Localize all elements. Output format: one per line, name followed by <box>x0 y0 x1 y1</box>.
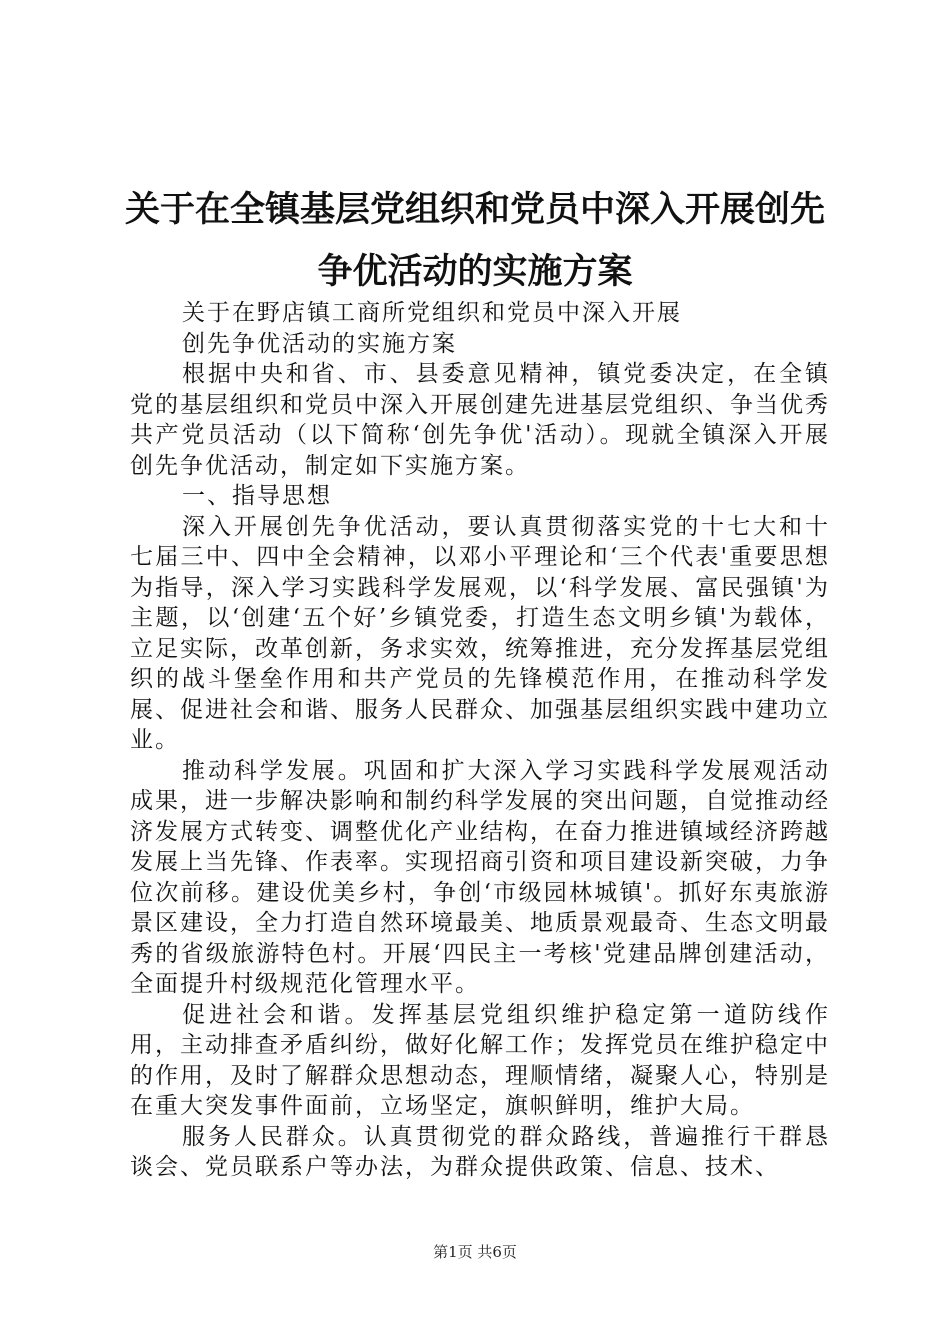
social-harmony-paragraph: 促进社会和谐。发挥基层党组织维护稳定第一道防线作用，主动排查矛盾纠纷，做好化解工作；发挥党员在维护稳定中的作用，及时了解群众思想动态，理顺情绪，凝聚人心，特别是在重大突发事件面前，立场坚定，旗帜鲜明，维护大局。 <box>130 1001 830 1119</box>
page-footer: 第1页 共6页 <box>433 1243 517 1261</box>
scientific-development-paragraph: 推动科学发展。巩固和扩大深入学习实践科学发展观活动成果，进一步解决影响和制约科学发展的突出问题，自觉推动经济发展方式转变、调整优化产业结构，在奋力推进镇域经济跨越发展上当先锋、作表率。实现招商引资和项目建设新突破，力争位次前移。建设优美乡村，争创‘市级园林城镇'。抓好东夷旅游景区建设，全力打造自然环境最美、地质景观最奇、生态文明最秀的省级旅游特色村。开展‘四民主一考核'党建品牌创建活动，全面提升村级规范化管理水平。 <box>130 757 830 997</box>
subtitle-line1: 关于在野店镇工商所党组织和党员中深入开展 <box>182 300 682 326</box>
subtitle-line2: 创先争优活动的实施方案 <box>182 330 457 357</box>
guiding-thought-paragraph: 深入开展创先争优活动，要认真贯彻落实党的十七大和十七届三中、四中全会精神，以邓小平理论和‘三个代表'重要思想为指导，深入学习实践科学发展观，以‘科学发展、富民强镇'为主题，以‘创建‘五个好’乡镇党委，打造生态文明乡镇'为载体，立足实际，改革创新，务求实效，统筹推进，充分发挥基层党组织的战斗堡垒作用和共产党员的先锋模范作用，在推动科学发展、促进社会和谐、服务人民群众、加强基层组织实践中建功立业。 <box>130 513 830 753</box>
section-heading-guiding-thought: 一、指导思想 <box>182 483 332 509</box>
document-body <box>130 298 830 1183</box>
document-title-line1: 关于在全镇基层党组织和党员中深入开展创先 <box>124 190 825 230</box>
document-title-line2: 争优活动的实施方案 <box>317 252 633 292</box>
intro-paragraph: 根据中央和省、市、县委意见精神，镇党委决定，在全镇党的基层组织和党员中深入开展创建先进基层党组织、争当优秀共产党员活动（以下简称‘创先争优'活动）。现就全镇深入开展创先争优活动，制定如下实施方案。 <box>130 361 830 479</box>
serve-people-paragraph: 服务人民群众。认真贯彻党的群众路线，普遍推行干群恳谈会、党员联系户等办法，为群众提供政策、信息、技术、 <box>130 1123 830 1180</box>
